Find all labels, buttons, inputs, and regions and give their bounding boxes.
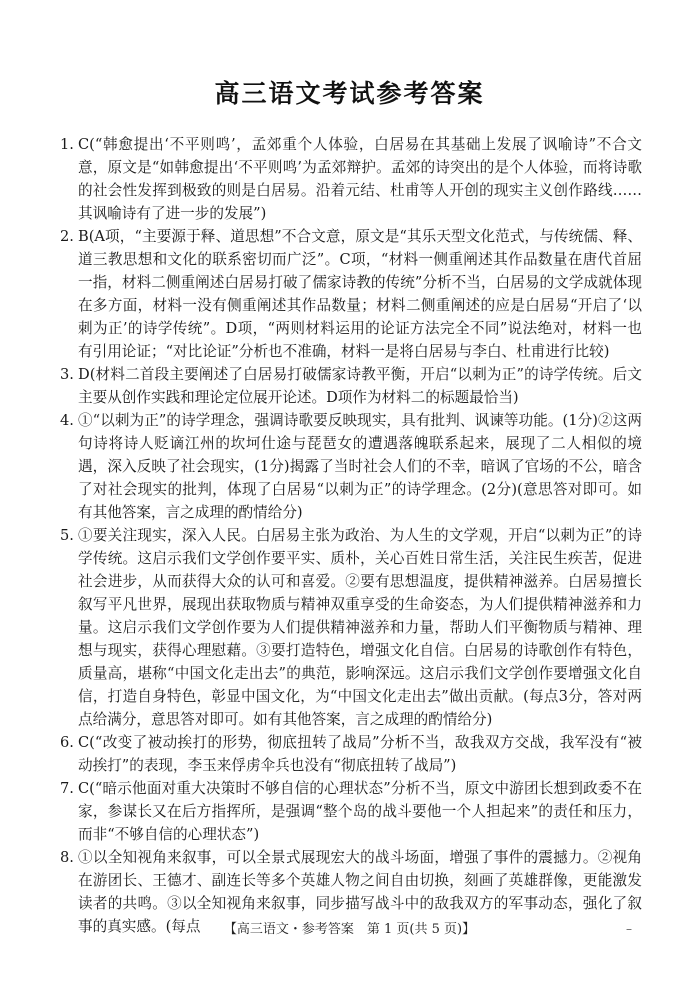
answer-text: B(A项，“主要源于释、道思想”不合文意，原文是“其乐天型文化范式，与传统儒、释、道三教思想和文化的联系密切而广泛”。C项，“材料一侧重阐述其作品数量在唐代首屈一指，材料二侧重阐述白居易打破了儒家诗教的传统”分析不当，白居易的文学成就体现在多方面，材料一没有侧重阐述其作品数量；材料二侧重阐述的应是白居易“开启了‘以刺为正’的诗学传统”。D项，“两则材料运用的论证方法完全不同”说法绝对，材料一也有引用论证；“对比论证”分析也不准确，材料一是将白居易与李白、杜甫进行比较)	[78, 228, 642, 360]
answer-item-4	[60, 409, 642, 524]
answer-item-6	[60, 731, 642, 777]
answer-item-2	[60, 225, 642, 363]
answer-number: 6.	[60, 734, 74, 751]
page-footer: 【高三语文・参考答案 第 1 页(共 5 页)】	[223, 922, 476, 937]
answer-text: ①“以刺为正”的诗学理念，强调诗歌要反映现实，具有批判、讽谏等功能。(1分)②这两句诗将诗人贬谪江州的坎坷仕途与琵琶女的遭遇落魄联系起来，展现了二人相似的境遇，深入反映了社会现实，(1分)揭露了当时社会人们的不幸，暗讽了官场的不公，暗含了对社会现实的批判，体现了白居易“以刺为正”的诗学理念。(2分)(意思答对即可。如有其他答案，言之成理的酌情给分)	[78, 412, 642, 521]
answer-number: 8.	[60, 849, 74, 866]
corner-mark: –	[626, 922, 632, 936]
answer-item-3	[60, 363, 642, 409]
answer-item-1	[60, 133, 642, 225]
answer-text: ①要关注现实，深入人民。白居易主张为政治、为人生的文学观，开启“以刺为正”的诗学传统。这启示我们文学创作要平实、质朴，关心百姓日常生活，关注民生疾苦，促进社会进步，从而获得大众的认可和喜爱。②要有思想温度，提供精神滋养。白居易擅长叙写平凡世界，展现出获取物质与精神双重享受的生命姿态，为人们提供精神滋养和力量。这启示我们文学创作要为人们提供精神滋养和力量，帮助人们平衡物质与精神、理想与现实，获得心理慰藉。③要打造特色，增强文化自信。白居易的诗歌创作有特色，质量高，堪称“中国文化走出去”的典范，影响深远。这启示我们文学创作要增强文化自信，打造自身特色，彰显中国文化，为“中国文化走出去”做出贡献。(每点3分，答对两点给满分，意思答对即可。如有其他答案，言之成理的酌情给分)	[78, 527, 642, 728]
page-title: 高三语文考试参考答案	[214, 79, 485, 108]
answer-number: 4.	[60, 412, 74, 429]
answer-number: 7.	[60, 780, 74, 797]
answer-number: 3.	[60, 366, 74, 383]
answer-text: ①以全知视角来叙事，可以全景式展现宏大的战斗场面，增强了事件的震撼力。②视角在游团长、王德才、副连长等多个英雄人物之间自由切换，刻画了英雄群像，更能激发读者的共鸣。③以全知视角来叙事，同步描写战斗中的敌我双方的军事动态，强化了叙事的真实感。(每点	[78, 849, 642, 935]
answer-number: 5.	[60, 527, 74, 544]
answer-text: C(“暗示他面对重大决策时不够自信的心理状态”分析不当，原文中游团长想到政委不在家，参谋长又在后方指挥所，是强调“整个岛的战斗要他一个人担起来”的责任和压力，而非“不够自信的心理状态”)	[78, 780, 642, 843]
answer-text: C(“韩愈提出‘不平则鸣’，孟郊重个人体验，白居易在其基础上发展了讽喻诗”不合文意，原文是“如韩愈提出‘不平则鸣’为孟郊辩护。孟郊的诗突出的是个人体验，而将诗歌的社会性发挥到极致的则是白居易。沿着元结、杜甫等人开创的现实主义创作路线……其讽喻诗有了进一步的发展”)	[78, 136, 642, 222]
answer-text: D(材料二首段主要阐述了白居易打破儒家诗教平衡，开启“以刺为正”的诗学传统。后文主要从创作实践和理论定位展开论述。D项作为材料二的标题最恰当)	[78, 366, 642, 406]
answer-text: C(“改变了被动挨打的形势，彻底扭转了战局”分析不当，敌我双方交战，我军没有“被动挨打”的表现，李玉来俘虏伞兵也没有“彻底扭转了战局”)	[78, 734, 642, 774]
answer-item-5	[60, 524, 642, 731]
answer-list	[60, 133, 642, 938]
answer-number: 2.	[60, 228, 74, 245]
answer-number: 1.	[60, 136, 74, 153]
answer-item-7	[60, 777, 642, 846]
